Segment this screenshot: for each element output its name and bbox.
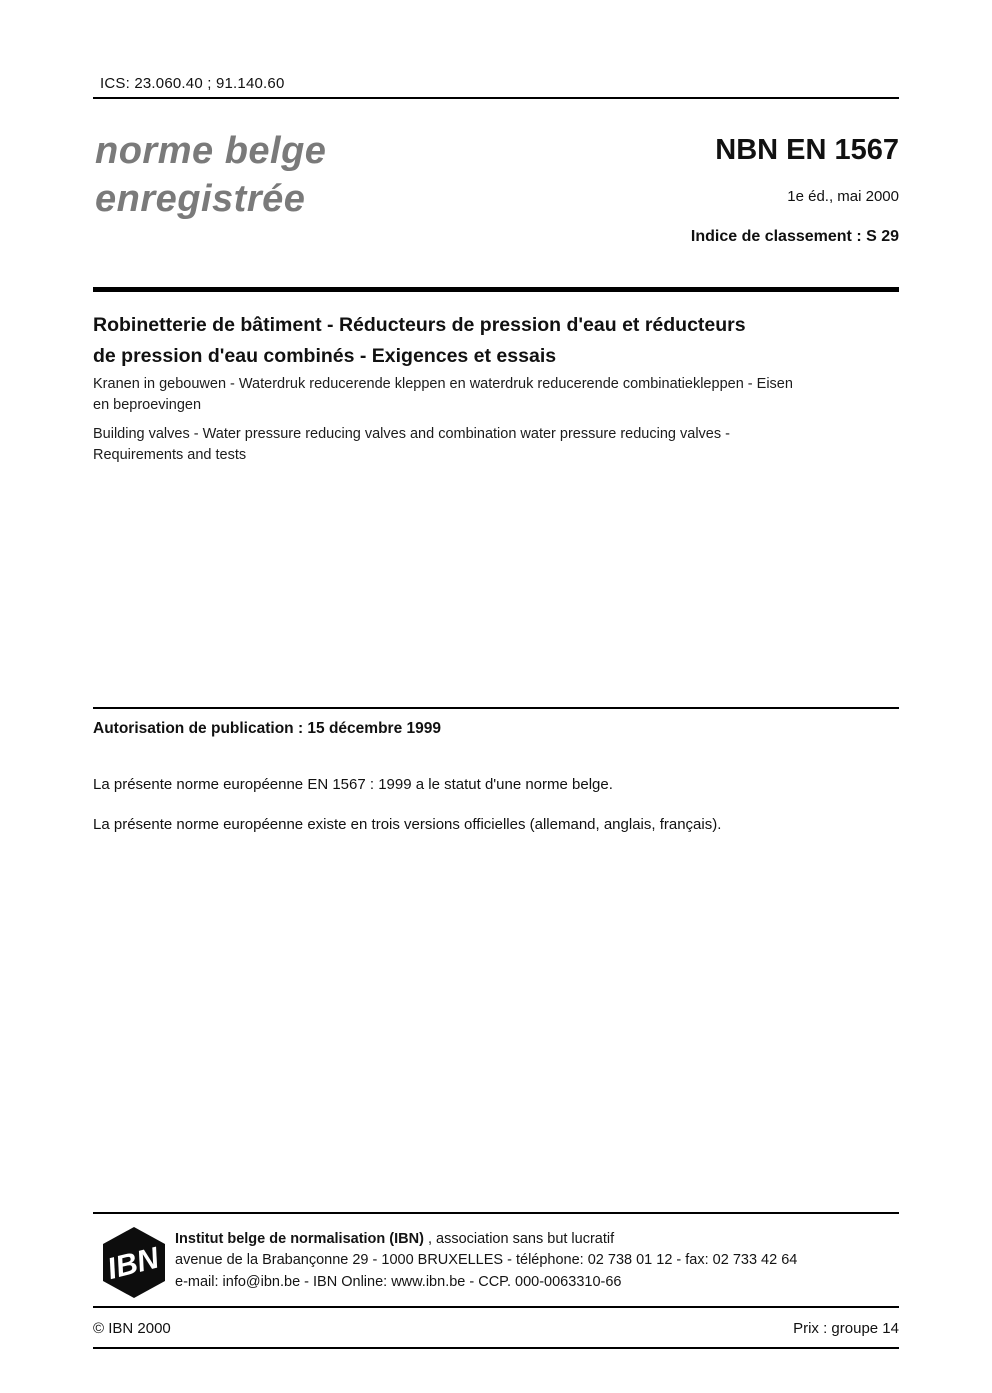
title-english xyxy=(93,424,908,466)
title-english-line2: Requirements and tests xyxy=(93,447,247,464)
title-french-line1: Robinetterie de bâtiment - Réducteurs de pression d'eau et réducteurs xyxy=(93,314,746,336)
rule-footer-mid xyxy=(93,1306,899,1308)
rule-top xyxy=(93,97,899,99)
ibn-cube-icon xyxy=(98,1226,170,1300)
institute-name: Institut belge de normalisation (IBN) xyxy=(175,1231,424,1247)
institute-info xyxy=(175,1229,905,1293)
institute-suffix: , association sans but lucratif xyxy=(423,1231,615,1247)
title-dutch-line2: en beproevingen xyxy=(93,397,202,414)
ics-codes: ICS: 23.060.40 ; 91.140.60 xyxy=(100,75,285,92)
rule-bottom xyxy=(93,1347,899,1349)
classification-index: Indice de classement : S 29 xyxy=(690,228,899,245)
authorization-line: Autorisation de publication : 15 décembre 1999 xyxy=(93,720,441,737)
status-note: La présente norme européenne EN 1567 : 1999 a le statut d'une norme belge. xyxy=(93,776,613,793)
rule-publication xyxy=(93,707,899,709)
title-french-line2: de pression d'eau combinés - Exigences et essais xyxy=(93,344,557,367)
edition-date: 1e éd., mai 2000 xyxy=(787,188,899,205)
standard-number: NBN EN 1567 xyxy=(715,134,899,166)
title-french xyxy=(93,310,903,372)
institute-name-line xyxy=(175,1229,905,1250)
institute-address: avenue de la Brabançonne 29 - 1000 BRUXELLES - téléphone: 02 738 01 12 - fax: 02 733 42 64 xyxy=(175,1252,798,1269)
title-dutch xyxy=(93,374,908,416)
ibn-logo xyxy=(98,1226,170,1300)
copyright-notice: © IBN 2000 xyxy=(93,1320,171,1337)
ibn-logo-text: IBN xyxy=(104,1241,163,1286)
document-type-label xyxy=(95,128,326,223)
institute-contact: e-mail: info@ibn.be - IBN Online: www.ibn.be - CCP. 000-0063310-66 xyxy=(175,1273,622,1290)
document-type-line2: enregistrée xyxy=(95,177,306,220)
title-english-line1: Building valves - Water pressure reducing valves and combination water pressure reducing valves - xyxy=(93,426,730,442)
document-type-line1: norme belge xyxy=(95,130,327,172)
rule-thick xyxy=(93,287,899,292)
price-group: Prix : groupe 14 xyxy=(793,1320,899,1337)
versions-note: La présente norme européenne existe en trois versions officielles (allemand, anglais, français). xyxy=(93,816,722,833)
title-dutch-line1: Kranen in gebouwen - Waterdruk reducerende kleppen en waterdruk reducerende combinatiekleppen - Eisen xyxy=(93,376,793,392)
rule-footer-top xyxy=(93,1212,899,1214)
